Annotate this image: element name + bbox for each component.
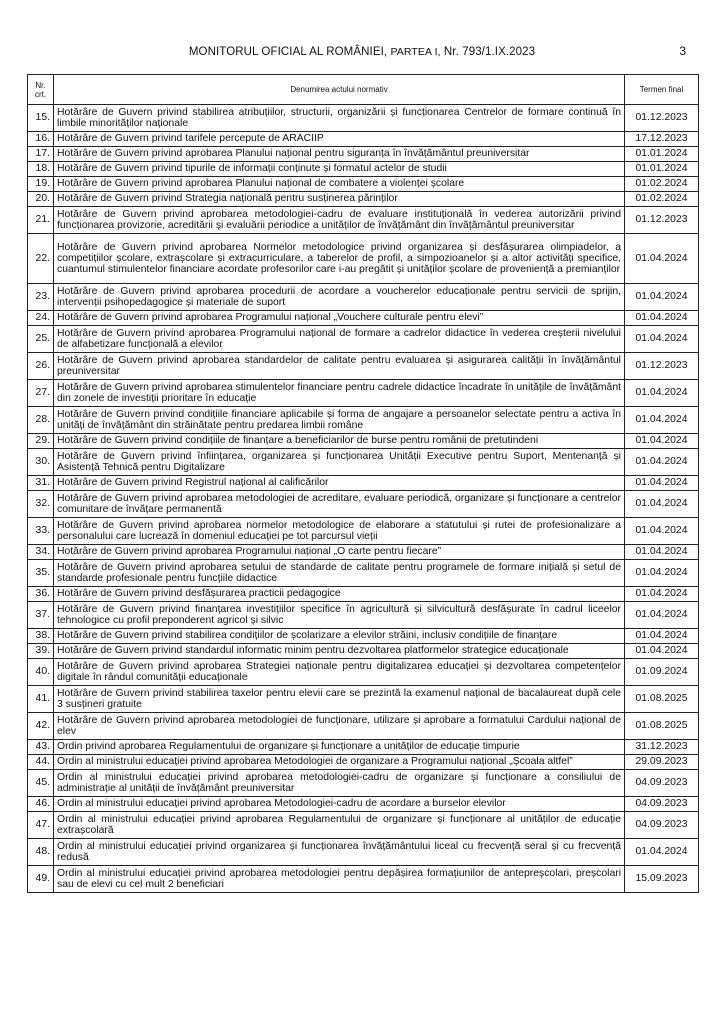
deadline: 17.12.2023 — [625, 132, 699, 147]
deadline: 01.04.2024 — [625, 644, 699, 659]
row-number: 28. — [28, 407, 54, 434]
act-name: Hotărâre de Guvern privind aprobarea Strategiei naționale pentru digitalizarea educației și dezvoltarea competențelor digitale în rândul comunității educaționale — [54, 659, 625, 686]
act-name: Hotărâre de Guvern privind aprobarea Planului național de combatere a violenței școlare — [54, 177, 625, 192]
row-number: 34. — [28, 545, 54, 560]
table-row — [28, 449, 699, 476]
act-name: Ordin privind aprobarea Regulamentului de organizare și funcționare a unităților de educație timpurie — [54, 740, 625, 755]
deadline: 01.04.2024 — [625, 839, 699, 866]
act-name: Hotărâre de Guvern privind tipurile de informații conținute și formatul actelor de studii — [54, 162, 625, 177]
deadline: 01.04.2024 — [625, 380, 699, 407]
row-number: 47. — [28, 812, 54, 839]
table-row — [28, 602, 699, 629]
deadline: 01.04.2024 — [625, 491, 699, 518]
table-row — [28, 686, 699, 713]
row-number: 22. — [28, 234, 54, 284]
deadline: 01.02.2024 — [625, 177, 699, 192]
deadline: 01.12.2023 — [625, 105, 699, 132]
act-name: Hotărâre de Guvern privind Registrul național al calificărilor — [54, 476, 625, 491]
table-row — [28, 839, 699, 866]
act-name: Hotărâre de Guvern privind aprobarea Normelor metodologice privind organizarea și desfășurarea olimpiadelor, a competițiilor școlare, extrașcolare și extracurriculare, a taberelor de profil, a simpozioanelor și a altor activități specifice, cuantumul stimulentelor financiare acordate profesorilor care i-au pregătit și unităților școlare de proveniență a premianților — [54, 234, 625, 284]
deadline: 04.09.2023 — [625, 812, 699, 839]
table-body — [28, 105, 699, 893]
row-number: 27. — [28, 380, 54, 407]
table-row — [28, 740, 699, 755]
row-number: 39. — [28, 644, 54, 659]
deadline: 01.04.2024 — [625, 434, 699, 449]
deadline: 01.04.2024 — [625, 449, 699, 476]
table-header-row — [28, 75, 699, 105]
act-name: Hotărâre de Guvern privind condițiile financiare aplicabile și forma de angajare a persoanelor selectate pentru a activa în unități de învățământ din străinătate pentru predarea limbii române — [54, 407, 625, 434]
act-name: Hotărâre de Guvern privind condițiile de finanțare a beneficiarilor de burse pentru românii de pretutindeni — [54, 434, 625, 449]
deadline: 01.12.2023 — [625, 207, 699, 234]
deadline: 01.04.2024 — [625, 518, 699, 545]
act-name: Hotărâre de Guvern privind înființarea, organizarea și funcționarea Unității Executive pentru Suport, Mentenanță și Asistență Tehnică pentru Digitalizare — [54, 449, 625, 476]
header-name: Denumirea actului normativ — [54, 75, 625, 105]
deadline: 01.04.2024 — [625, 326, 699, 353]
table-row — [28, 644, 699, 659]
act-name: Hotărâre de Guvern privind aprobarea metodologiei de acreditare, evaluare periodică, organizare și funcționare a centrelor comunitare de învățare permanentă — [54, 491, 625, 518]
deadline: 01.04.2024 — [625, 407, 699, 434]
table-row — [28, 518, 699, 545]
row-number: 46. — [28, 797, 54, 812]
deadline: 01.04.2024 — [625, 284, 699, 311]
row-number: 19. — [28, 177, 54, 192]
act-name: Hotărâre de Guvern privind aprobarea metodologiei de funcționare, utilizare și aprobare a formatului Cardului național de elev — [54, 713, 625, 740]
deadline: 01.02.2024 — [625, 192, 699, 207]
act-name: Hotărâre de Guvern privind standardul informatic minim pentru dezvoltarea platformelor strategice educaționale — [54, 644, 625, 659]
act-name: Ordin al ministrului educației privind aprobarea metodologiei-cadru de organizare și funcționare a consiliului de administrație al unității de învățământ preuniversitar — [54, 770, 625, 797]
deadline: 01.04.2024 — [625, 234, 699, 284]
act-name: Ordin al ministrului educației privind aprobarea Regulamentului de organizare și funcționare al unităților de educație extrașcolară — [54, 812, 625, 839]
header-title: MONITORUL OFICIAL AL ROMÂNIEI, — [188, 46, 388, 58]
row-number: 45. — [28, 770, 54, 797]
row-number: 32. — [28, 491, 54, 518]
row-number: 24. — [28, 311, 54, 326]
row-number: 35. — [28, 560, 54, 587]
row-number: 42. — [28, 713, 54, 740]
deadline: 01.12.2023 — [625, 353, 699, 380]
row-number: 36. — [28, 587, 54, 602]
row-number: 49. — [28, 866, 54, 893]
row-number: 18. — [28, 162, 54, 177]
row-number: 33. — [28, 518, 54, 545]
row-number: 20. — [28, 192, 54, 207]
table-row — [28, 192, 699, 207]
deadline: 01.01.2024 — [625, 162, 699, 177]
table-row — [28, 866, 699, 893]
deadline: 29.09.2023 — [625, 755, 699, 770]
table-row — [28, 284, 699, 311]
act-name: Hotărâre de Guvern privind aprobarea metodologiei-cadru de evaluare instituțională în vederea autorizării privind funcționarea provizorie, acreditării și evaluării periodice a unităților de învățământ din învățământul preuniversitar — [54, 207, 625, 234]
act-name: Hotărâre de Guvern privind aprobarea procedurii de acordare a voucherelor educaționale pentru servicii de sprijin, intervenții psihopedagogice și materiale de suport — [54, 284, 625, 311]
act-name: Hotărâre de Guvern privind aprobarea Planului național pentru siguranța în învățământul preuniversitar — [54, 147, 625, 162]
page-number: 3 — [679, 44, 686, 58]
act-name: Hotărâre de Guvern privind stabilirea taxelor pentru elevii care se prezintă la examenul național de bacalaureat după cele 3 susțineri gratuite — [54, 686, 625, 713]
act-name: Hotărâre de Guvern privind finanțarea investițiilor specifice în agricultură și silvicultură desfășurate în cadrul liceelor tehnologice cu profil preponderent agricol și silvic — [54, 602, 625, 629]
act-name: Hotărâre de Guvern privind aprobarea standardelor de calitate pentru evaluarea și asigurarea calității în învățământul preuniversitar — [54, 353, 625, 380]
table-row — [28, 659, 699, 686]
deadline: 01.08.2025 — [625, 713, 699, 740]
table-row — [28, 491, 699, 518]
act-name: Ordin al ministrului educației privind aprobarea Metodologiei de organizare a Programului național „Școala altfel” — [54, 755, 625, 770]
act-name: Hotărâre de Guvern privind Strategia națională pentru susținerea părinților — [54, 192, 625, 207]
act-name: Hotărâre de Guvern privind aprobarea Programului național de formare a cadrelor didactice în vederea creșterii nivelului de alfabetizare funcțională a elevilor — [54, 326, 625, 353]
act-name: Hotărâre de Guvern privind stabilirea condițiilor de școlarizare a elevilor străini, inclusiv condițiile de finanțare — [54, 629, 625, 644]
table-row — [28, 797, 699, 812]
table-row — [28, 353, 699, 380]
deadline: 01.04.2024 — [625, 587, 699, 602]
row-number: 29. — [28, 434, 54, 449]
act-name: Hotărâre de Guvern privind tarifele percepute de ARACIIP — [54, 132, 625, 147]
table-row — [28, 147, 699, 162]
deadline: 01.01.2024 — [625, 147, 699, 162]
deadline: 01.09.2024 — [625, 659, 699, 686]
table-row — [28, 162, 699, 177]
deadline: 01.04.2024 — [625, 476, 699, 491]
act-name: Hotărâre de Guvern privind aprobarea setului de standarde de calitate pentru programele de formare inițială și setul de standarde profesionale pentru funcțiile didactice — [54, 560, 625, 587]
header-nr: Nr. crt. — [28, 75, 54, 105]
table-row — [28, 132, 699, 147]
row-number: 44. — [28, 755, 54, 770]
act-name: Ordin al ministrului educației privind organizarea și funcționarea învățământului liceal cu frecvență seral și cu frecvență redusă — [54, 839, 625, 866]
header-part: PARTEA I, — [390, 46, 441, 58]
table-row — [28, 207, 699, 234]
deadline: 01.08.2025 — [625, 686, 699, 713]
row-number: 21. — [28, 207, 54, 234]
row-number: 48. — [28, 839, 54, 866]
deadline: 01.04.2024 — [625, 545, 699, 560]
table-row — [28, 770, 699, 797]
act-name: Hotărâre de Guvern privind aprobarea normelor metodologice de elaborare a statutului și rutei de profesionalizare a personalului care lucrează în domeniul educației pe tot parcursul vieții — [54, 518, 625, 545]
table-row — [28, 629, 699, 644]
table-row — [28, 311, 699, 326]
deadline: 01.04.2024 — [625, 629, 699, 644]
table-row — [28, 105, 699, 132]
row-number: 25. — [28, 326, 54, 353]
row-number: 17. — [28, 147, 54, 162]
table-row — [28, 326, 699, 353]
deadline: 04.09.2023 — [625, 770, 699, 797]
table-row — [28, 407, 699, 434]
act-name: Hotărâre de Guvern privind aprobarea stimulentelor financiare pentru cadrele didactice încadrate în unitățile de învățământ din zonele de investiții prioritare în educație — [54, 380, 625, 407]
page-header — [0, 46, 724, 58]
table-row — [28, 755, 699, 770]
deadline: 01.04.2024 — [625, 311, 699, 326]
table-row — [28, 713, 699, 740]
act-name: Hotărâre de Guvern privind stabilirea atribuțiilor, structurii, organizării și funcționarea Centrelor de formare continuă în limbile minorităților naționale — [54, 105, 625, 132]
row-number: 16. — [28, 132, 54, 147]
deadline: 01.04.2024 — [625, 560, 699, 587]
row-number: 15. — [28, 105, 54, 132]
normative-acts-table — [27, 74, 699, 893]
table-row — [28, 476, 699, 491]
table-row — [28, 380, 699, 407]
row-number: 23. — [28, 284, 54, 311]
row-number: 30. — [28, 449, 54, 476]
table-row — [28, 177, 699, 192]
row-number: 26. — [28, 353, 54, 380]
deadline: 15.09.2023 — [625, 866, 699, 893]
act-name: Hotărâre de Guvern privind aprobarea Programului național „Vouchere culturale pentru elevi” — [54, 311, 625, 326]
table-row — [28, 234, 699, 284]
row-number: 31. — [28, 476, 54, 491]
deadline: 01.04.2024 — [625, 602, 699, 629]
header-term: Termen final — [625, 75, 699, 105]
table-row — [28, 434, 699, 449]
act-name: Hotărâre de Guvern privind aprobarea Programului național „O carte pentru fiecare” — [54, 545, 625, 560]
row-number: 40. — [28, 659, 54, 686]
row-number: 43. — [28, 740, 54, 755]
deadline: 04.09.2023 — [625, 797, 699, 812]
row-number: 41. — [28, 686, 54, 713]
table-row — [28, 545, 699, 560]
act-name: Hotărâre de Guvern privind desfășurarea practicii pedagogice — [54, 587, 625, 602]
table-row — [28, 560, 699, 587]
row-number: 38. — [28, 629, 54, 644]
act-name: Ordin al ministrului educației privind aprobarea metodologiei pentru depășirea formațiunilor de antepreșcolari, preșcolari sau de elevi cu cel mult 2 beneficiari — [54, 866, 625, 893]
header-issue: Nr. 793/1.IX.2023 — [443, 46, 536, 58]
row-number: 37. — [28, 602, 54, 629]
table-row — [28, 587, 699, 602]
act-name: Ordin al ministrului educației privind aprobarea Metodologiei-cadru de acordare a burselor elevilor — [54, 797, 625, 812]
table-row — [28, 812, 699, 839]
deadline: 31.12.2023 — [625, 740, 699, 755]
